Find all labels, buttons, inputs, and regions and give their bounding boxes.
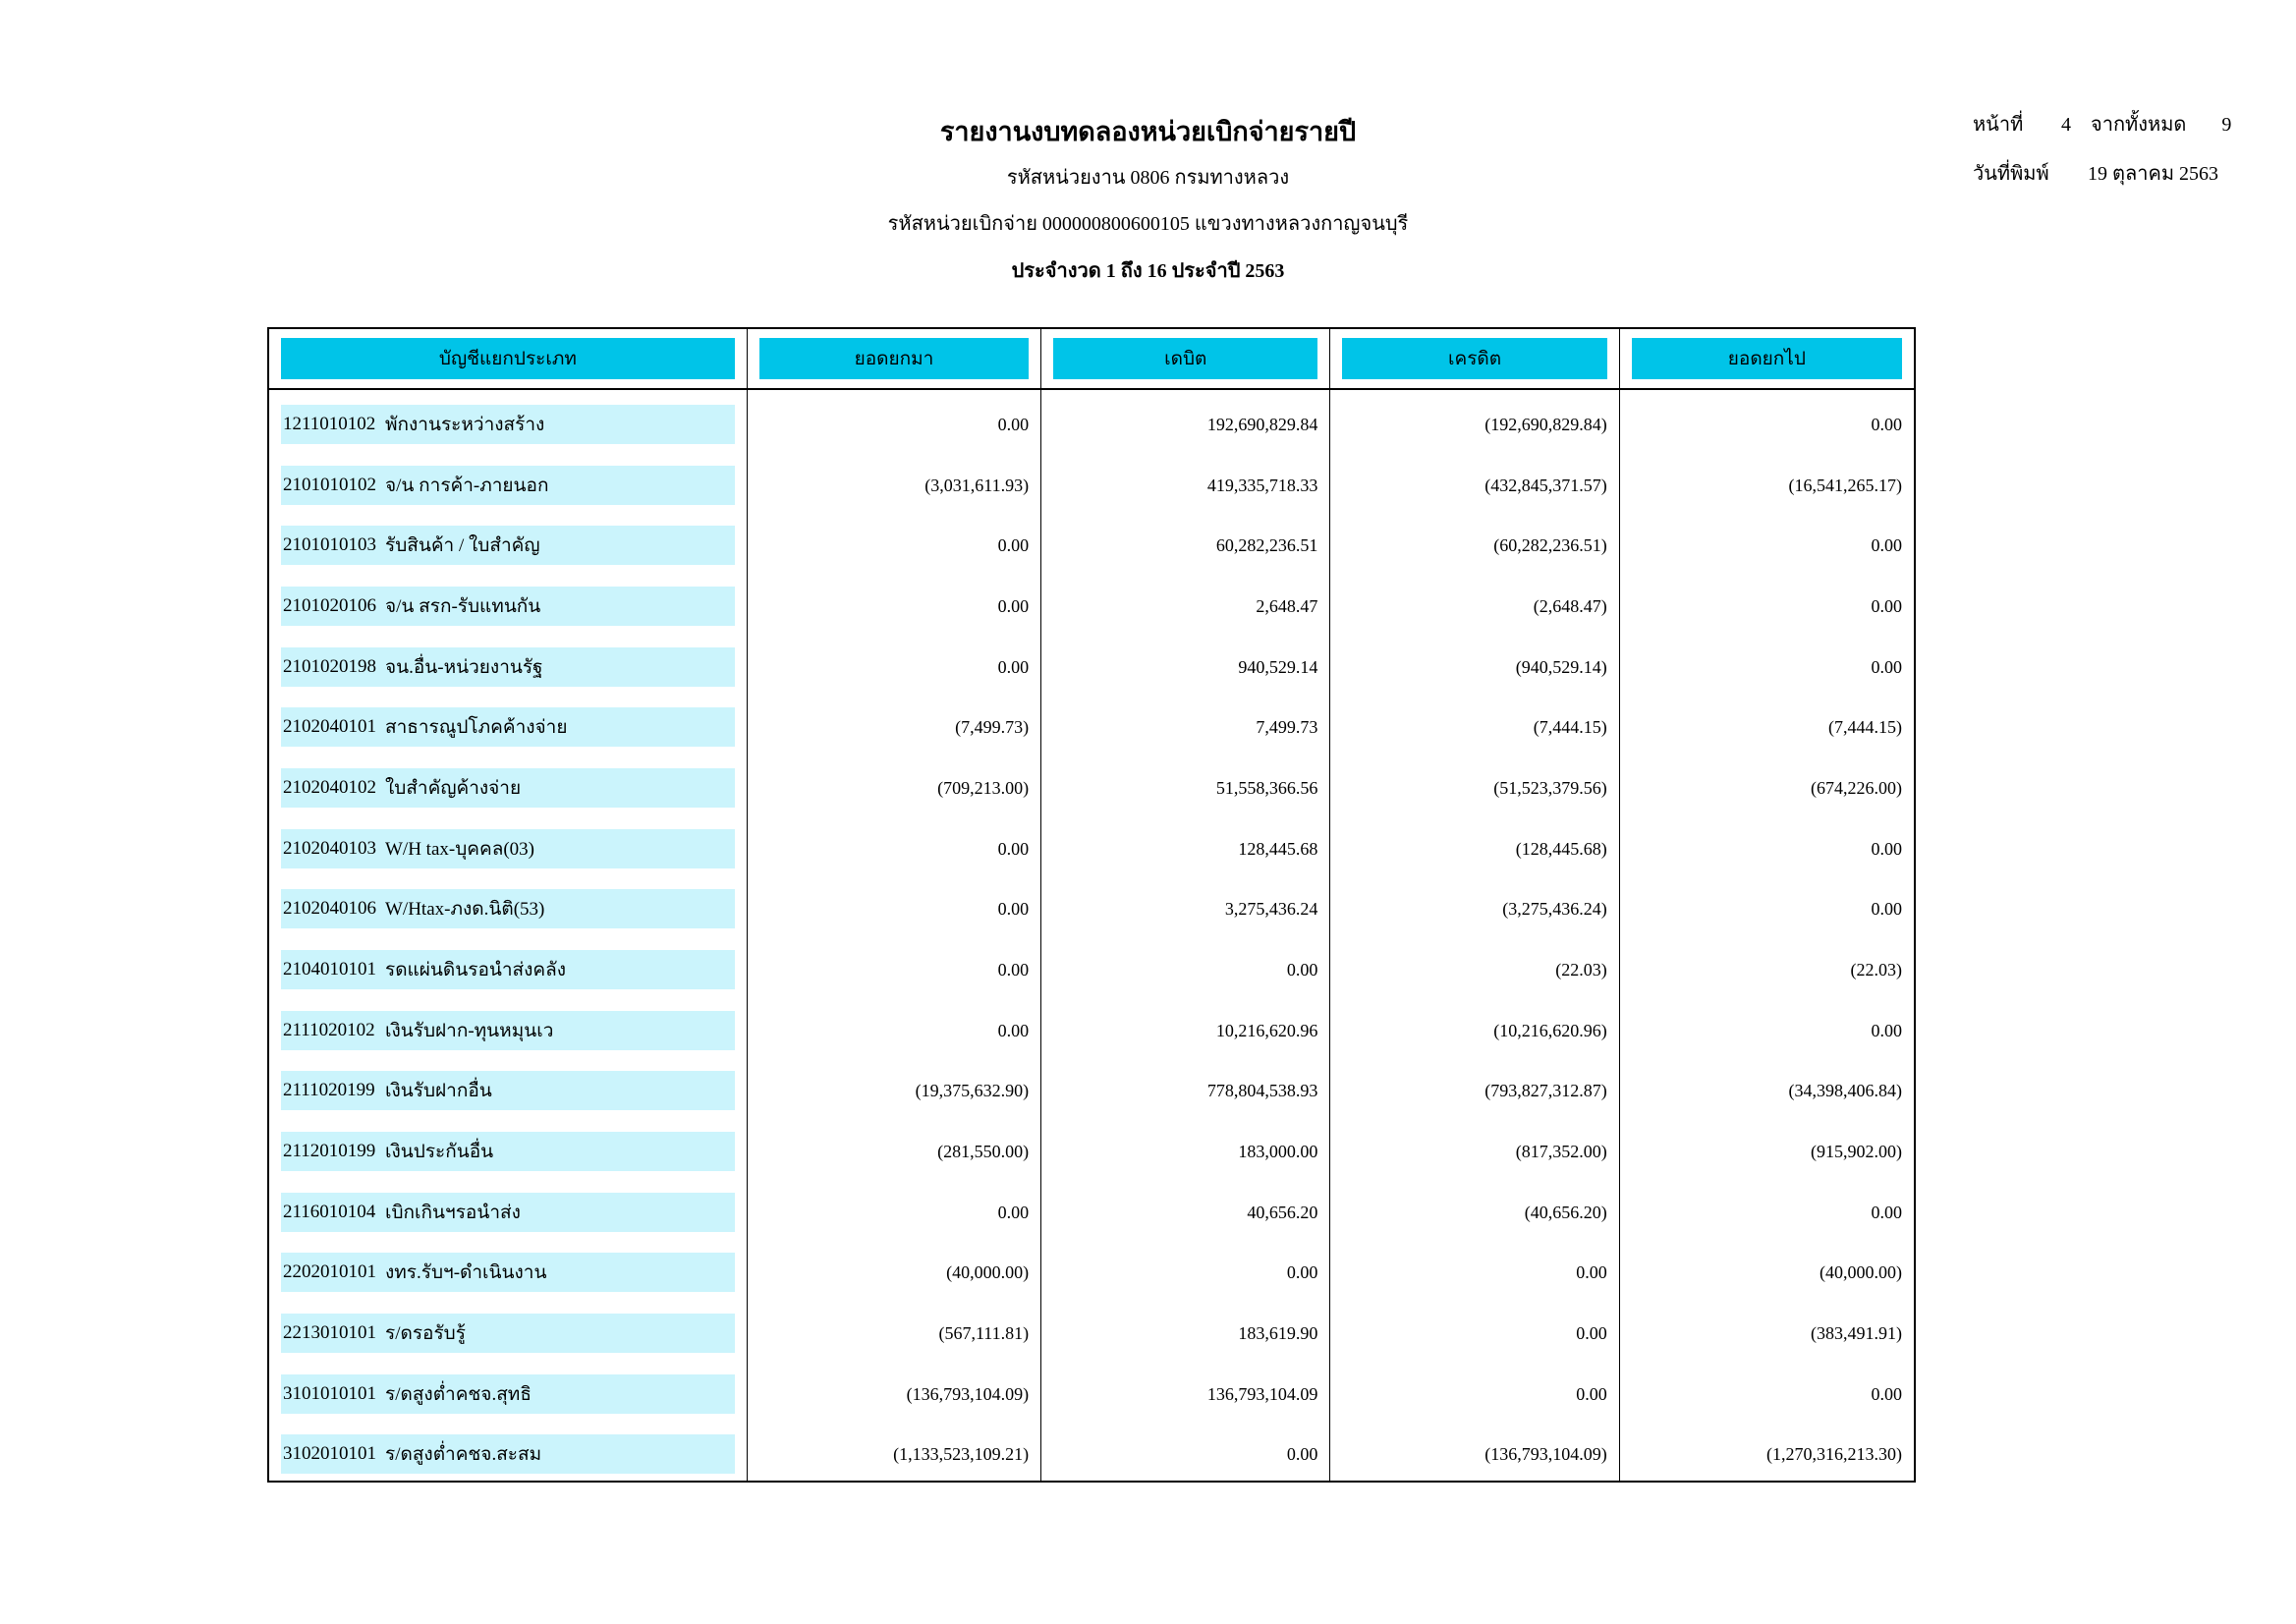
amount-credit-cell <box>1330 572 1619 633</box>
amount-credit-cell <box>1330 390 1619 451</box>
table-row <box>269 1178 1914 1239</box>
amount-closing-balance: (383,491.91) <box>1811 1322 1902 1343</box>
amount-credit-cell <box>1330 874 1619 935</box>
amount-closing-balance: 0.00 <box>1871 656 1902 677</box>
amount-credit: (10,216,620.96) <box>1493 1020 1607 1040</box>
table-header-row <box>269 329 1914 390</box>
amount-credit: (2,648.47) <box>1533 595 1607 616</box>
amount-debit: 183,619.90 <box>1238 1322 1318 1343</box>
trial-balance-table <box>267 327 1916 1483</box>
amount-opening-balance: 0.00 <box>997 1202 1030 1222</box>
account-cell <box>269 754 748 814</box>
table-row <box>269 1420 1914 1481</box>
account-name: จ/น สรก-รับแทนกัน <box>385 595 541 617</box>
table-row <box>269 390 1914 451</box>
amount-debit-cell <box>1041 1117 1330 1178</box>
print-date-row <box>1973 157 2231 189</box>
amount-closing-balance: 0.00 <box>1871 535 1902 556</box>
account-name: ร/ดสูงต่ำคชจ.สะสม <box>385 1444 542 1466</box>
amount-opening-balance: 0.00 <box>997 595 1030 616</box>
account-cell <box>269 1117 748 1178</box>
account-name: W/Htax-ภงด.นิติ(53) <box>385 899 545 921</box>
amount-closing-balance: 0.00 <box>1871 838 1902 859</box>
account-cell <box>269 1056 748 1117</box>
account-highlight-band <box>281 1193 735 1232</box>
account-name: งทร.รับฯ-ดำเนินงาน <box>385 1262 547 1284</box>
amount-closing-balance: 0.00 <box>1871 595 1902 616</box>
amount-credit-cell <box>1330 935 1619 996</box>
total-pages-label: จากทั้งหมด <box>2091 114 2187 136</box>
amount-debit: 51,558,366.56 <box>1215 777 1318 798</box>
amount-opening-balance-cell <box>748 572 1041 633</box>
amount-credit-cell <box>1330 996 1619 1057</box>
account-code: 2111020102 <box>283 1019 375 1040</box>
account-code: 2101020106 <box>283 594 376 616</box>
table-row <box>269 1299 1914 1360</box>
amount-opening-balance: 0.00 <box>997 1020 1030 1040</box>
amount-opening-balance-cell <box>748 390 1041 451</box>
amount-opening-balance-cell <box>748 511 1041 572</box>
header-cell-opening <box>748 329 1041 388</box>
amount-debit: 2,648.47 <box>1256 595 1318 616</box>
amount-credit-cell <box>1330 511 1619 572</box>
amount-opening-balance-cell <box>748 754 1041 814</box>
account-code: 3102010101 <box>283 1443 376 1465</box>
amount-credit: (3,275,436.24) <box>1502 899 1607 920</box>
amount-opening-balance: (3,031,611.93) <box>924 475 1030 495</box>
amount-debit-cell <box>1041 814 1330 875</box>
amount-debit: 128,445.68 <box>1238 838 1318 859</box>
amount-debit: 60,282,236.51 <box>1215 535 1318 556</box>
account-highlight-band <box>281 829 735 868</box>
amount-debit-cell <box>1041 1360 1330 1421</box>
amount-debit-cell <box>1041 1299 1330 1360</box>
amount-closing-balance: 0.00 <box>1871 1202 1902 1222</box>
header-cell-credit <box>1330 329 1619 388</box>
amount-closing-balance: 0.00 <box>1871 415 1902 434</box>
page-number-row <box>1973 108 2231 140</box>
account-highlight-band <box>281 1011 735 1050</box>
amount-credit: 0.00 <box>1576 1322 1607 1343</box>
header-label-opening: ยอดยกมา <box>759 338 1029 379</box>
amount-credit-cell <box>1330 633 1619 694</box>
amount-credit: (60,282,236.51) <box>1493 535 1607 556</box>
amount-opening-balance-cell <box>748 1056 1041 1117</box>
account-cell <box>269 1238 748 1299</box>
table-row <box>269 451 1914 512</box>
amount-credit: (432,845,371.57) <box>1484 475 1607 495</box>
account-name: ใบสำคัญค้างจ่าย <box>385 777 522 799</box>
amount-debit: 3,275,436.24 <box>1224 899 1318 920</box>
account-highlight-band <box>281 707 735 747</box>
amount-debit: 183,000.00 <box>1238 1141 1318 1161</box>
amount-credit-cell <box>1330 1056 1619 1117</box>
amount-opening-balance-cell <box>748 1420 1041 1481</box>
amount-opening-balance-cell <box>748 814 1041 875</box>
account-name: เบิกเกินฯรอนำส่ง <box>385 1202 521 1223</box>
amount-closing-balance-cell <box>1620 693 1914 754</box>
amount-credit: 0.00 <box>1576 1262 1607 1283</box>
account-highlight-band <box>281 647 735 687</box>
account-highlight-band <box>281 466 735 505</box>
amount-closing-balance: (915,902.00) <box>1811 1141 1902 1161</box>
amount-credit-cell <box>1330 1360 1619 1421</box>
amount-debit: 192,690,829.84 <box>1206 415 1318 434</box>
amount-credit-cell <box>1330 1238 1619 1299</box>
amount-debit-cell <box>1041 693 1330 754</box>
amount-debit-cell <box>1041 451 1330 512</box>
account-code: 2102040106 <box>283 898 376 920</box>
amount-opening-balance: (709,213.00) <box>937 777 1030 798</box>
amount-credit-cell <box>1330 754 1619 814</box>
amount-opening-balance: 0.00 <box>997 959 1030 980</box>
amount-closing-balance-cell <box>1620 1360 1914 1421</box>
amount-opening-balance: (40,000.00) <box>946 1262 1030 1283</box>
amount-credit: (51,523,379.56) <box>1493 777 1607 798</box>
account-cell <box>269 390 748 451</box>
amount-opening-balance-cell <box>748 1178 1041 1239</box>
account-cell <box>269 996 748 1057</box>
amount-debit-cell <box>1041 390 1330 451</box>
amount-credit: (128,445.68) <box>1515 838 1607 859</box>
amount-closing-balance-cell <box>1620 814 1914 875</box>
total-pages-value: 9 <box>2221 114 2232 136</box>
account-cell <box>269 935 748 996</box>
amount-debit: 0.00 <box>1286 959 1318 980</box>
amount-debit-cell <box>1041 572 1330 633</box>
account-name: รดแผ่นดินรอนำส่งคลัง <box>385 959 567 980</box>
amount-credit: (22.03) <box>1555 959 1607 980</box>
account-highlight-band <box>281 889 735 928</box>
amount-opening-balance: 0.00 <box>997 838 1030 859</box>
amount-credit: (817,352.00) <box>1515 1141 1607 1161</box>
amount-closing-balance: (40,000.00) <box>1820 1262 1902 1283</box>
amount-credit-cell <box>1330 693 1619 754</box>
account-name: สาธารณูปโภคค้างจ่าย <box>385 717 568 739</box>
table-body <box>269 390 1914 1481</box>
amount-credit-cell <box>1330 1420 1619 1481</box>
account-highlight-band <box>281 526 735 565</box>
amount-closing-balance: (674,226.00) <box>1811 777 1902 798</box>
amount-credit-cell <box>1330 814 1619 875</box>
account-code: 2101010102 <box>283 474 376 495</box>
header-label-account: บัญชีแยกประเภท <box>281 338 735 379</box>
header-cell-debit <box>1041 329 1330 388</box>
account-highlight-band <box>281 768 735 808</box>
header-cell-closing <box>1620 329 1914 388</box>
table-row <box>269 693 1914 754</box>
amount-credit: (7,444.15) <box>1533 717 1607 738</box>
amount-opening-balance-cell <box>748 874 1041 935</box>
account-code: 2101020198 <box>283 655 376 677</box>
amount-debit: 10,216,620.96 <box>1215 1020 1318 1040</box>
account-name: W/H tax-บุคคล(03) <box>385 838 534 860</box>
account-highlight-band <box>281 1374 735 1414</box>
amount-closing-balance: 0.00 <box>1871 1383 1902 1404</box>
account-code: 2102040103 <box>283 837 376 859</box>
page-info-block <box>1973 108 2231 189</box>
amount-opening-balance: (19,375,632.90) <box>915 1081 1030 1101</box>
table-row <box>269 511 1914 572</box>
amount-debit-cell <box>1041 1178 1330 1239</box>
amount-debit: 778,804,538.93 <box>1206 1081 1318 1101</box>
amount-closing-balance-cell <box>1620 1117 1914 1178</box>
account-name: พักงานระหว่างสร้าง <box>385 415 545 435</box>
amount-opening-balance: (136,793,104.09) <box>906 1383 1030 1404</box>
amount-opening-balance-cell <box>748 451 1041 512</box>
header-label-debit: เดบิต <box>1053 338 1317 379</box>
account-code: 2116010104 <box>283 1201 376 1222</box>
account-cell <box>269 572 748 633</box>
amount-debit-cell <box>1041 1420 1330 1481</box>
amount-debit-cell <box>1041 1238 1330 1299</box>
amount-closing-balance: (34,398,406.84) <box>1788 1081 1902 1101</box>
table-row <box>269 935 1914 996</box>
account-highlight-band <box>281 587 735 626</box>
account-cell <box>269 1178 748 1239</box>
account-code: 1211010102 <box>283 414 376 434</box>
account-name: จน.อื่น-หน่วยงานรัฐ <box>385 656 543 678</box>
page-number-value: 4 <box>2061 114 2071 136</box>
account-name: เงินรับฝากอื่น <box>385 1081 492 1102</box>
amount-opening-balance-cell <box>748 1238 1041 1299</box>
account-code: 2104010101 <box>283 958 376 980</box>
amount-debit-cell <box>1041 874 1330 935</box>
amount-debit-cell <box>1041 754 1330 814</box>
account-cell <box>269 451 748 512</box>
account-highlight-band <box>281 1071 735 1110</box>
amount-opening-balance: 0.00 <box>997 535 1030 556</box>
account-cell <box>269 511 748 572</box>
amount-closing-balance-cell <box>1620 935 1914 996</box>
amount-opening-balance-cell <box>748 1360 1041 1421</box>
amount-debit-cell <box>1041 511 1330 572</box>
amount-opening-balance-cell <box>748 935 1041 996</box>
amount-opening-balance: 0.00 <box>997 415 1030 434</box>
amount-credit-cell <box>1330 451 1619 512</box>
account-cell <box>269 814 748 875</box>
table-row <box>269 814 1914 875</box>
amount-credit-cell <box>1330 1299 1619 1360</box>
amount-credit-cell <box>1330 1178 1619 1239</box>
account-code: 2101010103 <box>283 534 376 556</box>
account-name: จ/น การค้า-ภายนอก <box>385 475 549 496</box>
amount-opening-balance: (7,499.73) <box>955 717 1030 738</box>
table-row <box>269 1238 1914 1299</box>
amount-opening-balance: (1,133,523,109.21) <box>893 1444 1030 1465</box>
disburse-unit-line: รหัสหน่วยเบิกจ่าย 000000800600105 แขวงทางหลวงกาญจนบุรี <box>887 213 1409 235</box>
amount-credit: (136,793,104.09) <box>1484 1444 1607 1465</box>
amount-opening-balance-cell <box>748 633 1041 694</box>
account-highlight-band <box>281 1314 735 1353</box>
amount-debit: 940,529.14 <box>1238 656 1318 677</box>
amount-closing-balance-cell <box>1620 511 1914 572</box>
print-date-label: วันที่พิมพ์ <box>1973 163 2049 185</box>
table-row <box>269 1117 1914 1178</box>
account-highlight-band <box>281 405 735 444</box>
account-highlight-band <box>281 1253 735 1292</box>
amount-opening-balance: (281,550.00) <box>937 1141 1030 1161</box>
amount-opening-balance-cell <box>748 693 1041 754</box>
amount-credit: (793,827,312.87) <box>1484 1081 1607 1101</box>
account-cell <box>269 1299 748 1360</box>
amount-closing-balance-cell <box>1620 996 1914 1057</box>
print-date-value: 19 ตุลาคม 2563 <box>2088 163 2219 185</box>
amount-closing-balance: (1,270,316,213.30) <box>1766 1444 1902 1465</box>
amount-closing-balance-cell <box>1620 1056 1914 1117</box>
amount-credit: (940,529.14) <box>1515 656 1607 677</box>
amount-credit: (192,690,829.84) <box>1484 415 1607 434</box>
account-name: ร/ดสูงต่ำคชจ.สุทธิ <box>385 1383 532 1405</box>
amount-closing-balance-cell <box>1620 572 1914 633</box>
account-highlight-band <box>281 950 735 989</box>
account-code: 3101010101 <box>283 1382 376 1404</box>
table-row <box>269 754 1914 814</box>
amount-debit: 0.00 <box>1286 1262 1318 1283</box>
amount-opening-balance-cell <box>748 1299 1041 1360</box>
amount-debit-cell <box>1041 1056 1330 1117</box>
amount-opening-balance-cell <box>748 1117 1041 1178</box>
amount-debit: 136,793,104.09 <box>1206 1383 1318 1404</box>
amount-credit-cell <box>1330 1117 1619 1178</box>
amount-closing-balance: (7,444.15) <box>1828 717 1902 738</box>
table-row <box>269 1056 1914 1117</box>
amount-debit: 7,499.73 <box>1256 717 1318 738</box>
page-title: รายงานงบทดลองหน่วยเบิกจ่ายรายปี <box>939 117 1357 146</box>
amount-opening-balance: 0.00 <box>997 899 1030 920</box>
amount-debit: 40,656.20 <box>1247 1202 1318 1222</box>
table-row <box>269 572 1914 633</box>
account-code: 2112010199 <box>283 1140 376 1161</box>
amount-closing-balance-cell <box>1620 754 1914 814</box>
amount-credit: (40,656.20) <box>1524 1202 1607 1222</box>
amount-debit: 419,335,718.33 <box>1206 475 1318 495</box>
agency-code-line: รหัสหน่วยงาน 0806 กรมทางหลวง <box>1006 167 1290 189</box>
account-name: เงินประกันอื่น <box>385 1141 494 1162</box>
account-code: 2102040101 <box>283 716 376 738</box>
amount-closing-balance-cell <box>1620 1420 1914 1481</box>
amount-closing-balance: 0.00 <box>1871 899 1902 920</box>
account-cell <box>269 633 748 694</box>
table-row <box>269 996 1914 1057</box>
account-cell <box>269 693 748 754</box>
amount-closing-balance-cell <box>1620 1299 1914 1360</box>
table-row <box>269 1360 1914 1421</box>
amount-closing-balance-cell <box>1620 451 1914 512</box>
amount-debit: 0.00 <box>1286 1444 1318 1465</box>
amount-opening-balance: (567,111.81) <box>938 1322 1030 1343</box>
account-name: รับสินค้า / ใบสำคัญ <box>385 535 540 557</box>
account-cell <box>269 1360 748 1421</box>
amount-closing-balance: (22.03) <box>1850 959 1902 980</box>
account-highlight-band <box>281 1132 735 1171</box>
header-label-closing: ยอดยกไป <box>1632 338 1902 379</box>
account-cell <box>269 874 748 935</box>
account-code: 2102040102 <box>283 776 376 798</box>
account-highlight-band <box>281 1434 735 1474</box>
header-cell-account <box>269 329 748 388</box>
account-code: 2202010101 <box>283 1261 376 1283</box>
amount-opening-balance-cell <box>748 996 1041 1057</box>
amount-closing-balance: (16,541,265.17) <box>1788 475 1902 495</box>
account-name: ร/ดรอรับรู้ <box>385 1322 466 1344</box>
amount-debit-cell <box>1041 633 1330 694</box>
amount-debit-cell <box>1041 996 1330 1057</box>
amount-closing-balance: 0.00 <box>1871 1020 1902 1040</box>
amount-opening-balance: 0.00 <box>997 656 1030 677</box>
amount-debit-cell <box>1041 935 1330 996</box>
amount-credit: 0.00 <box>1576 1383 1607 1404</box>
account-cell <box>269 1420 748 1481</box>
amount-closing-balance-cell <box>1620 633 1914 694</box>
amount-closing-balance-cell <box>1620 874 1914 935</box>
page-number-label: หน้าที่ <box>1973 114 2024 136</box>
amount-closing-balance-cell <box>1620 1238 1914 1299</box>
amount-closing-balance-cell <box>1620 390 1914 451</box>
account-code: 2213010101 <box>283 1321 376 1343</box>
account-name: เงินรับฝาก-ทุนหมุนเว <box>385 1020 554 1041</box>
amount-closing-balance-cell <box>1620 1178 1914 1239</box>
table-row <box>269 633 1914 694</box>
period-line: ประจำงวด 1 ถึง 16 ประจำปี 2563 <box>1011 260 1285 282</box>
header-label-credit: เครดิต <box>1342 338 1606 379</box>
account-code: 2111020199 <box>283 1080 375 1101</box>
table-row <box>269 874 1914 935</box>
